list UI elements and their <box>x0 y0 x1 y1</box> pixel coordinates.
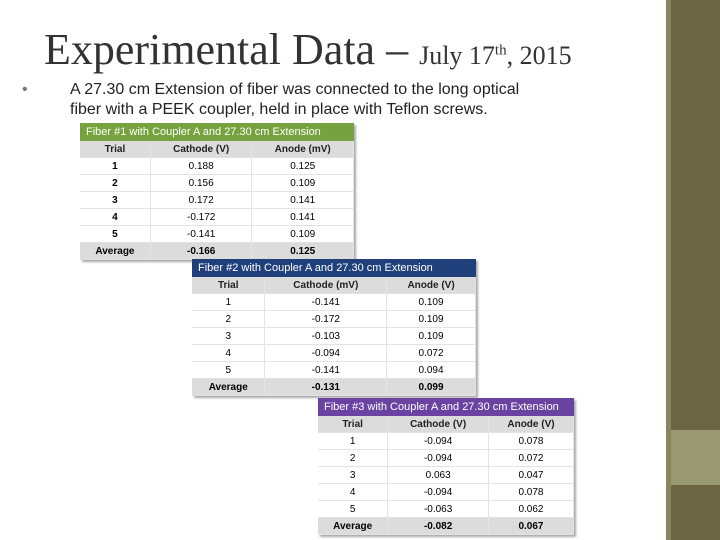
table-row <box>318 501 574 518</box>
table-caption: Fiber #1 with Coupler A and 27.30 cm Extension <box>80 123 354 141</box>
table-cell: -0.103 <box>265 328 387 345</box>
table-row <box>192 311 476 328</box>
table-cell: 0.067 <box>488 518 573 535</box>
table-cell: 5 <box>80 226 150 243</box>
table-cell: -0.094 <box>388 433 489 450</box>
table-cell: 5 <box>192 362 265 379</box>
table-caption: Fiber #2 with Coupler A and 27.30 cm Extension <box>192 259 476 277</box>
decorative-sidebar <box>666 0 720 540</box>
table-row <box>80 158 354 175</box>
table-cell: -0.094 <box>388 484 489 501</box>
table-cell: -0.141 <box>150 226 252 243</box>
table-cell: 0.109 <box>252 226 354 243</box>
table-row <box>80 175 354 192</box>
table-cell: 1 <box>80 158 150 175</box>
table-cell: 0.062 <box>488 501 573 518</box>
average-row <box>80 243 354 260</box>
table-cell: 4 <box>80 209 150 226</box>
title-main: Experimental Data – <box>44 25 420 74</box>
column-header: Trial <box>80 141 150 158</box>
table-cell: 3 <box>192 328 265 345</box>
table-cell: 0.141 <box>252 192 354 209</box>
table-cell: 0.047 <box>488 467 573 484</box>
table-caption: Fiber #3 with Coupler A and 27.30 cm Extension <box>318 398 574 416</box>
table-cell: 0.063 <box>388 467 489 484</box>
column-header: Anode (mV) <box>252 141 354 158</box>
sidebar-segment-top <box>671 0 720 430</box>
column-header: Anode (V) <box>387 277 476 294</box>
average-row <box>192 379 476 396</box>
table-row <box>192 294 476 311</box>
bullet-point <box>22 80 642 120</box>
table-cell: 1 <box>192 294 265 311</box>
title-date-part2: , 2015 <box>506 41 572 70</box>
table-cell: -0.141 <box>265 362 387 379</box>
fiber-3-table <box>318 398 574 535</box>
table-cell: 4 <box>192 345 265 362</box>
fiber-2-table <box>192 259 476 396</box>
table-row <box>192 328 476 345</box>
table-cell: 0.109 <box>387 328 476 345</box>
table-cell: -0.172 <box>265 311 387 328</box>
title-date-part1: July 17 <box>419 41 495 70</box>
table-cell: 0.072 <box>387 345 476 362</box>
sidebar-segment-light <box>671 430 720 485</box>
table-row <box>80 209 354 226</box>
column-header: Cathode (V) <box>150 141 252 158</box>
sidebar-segment-bottom <box>671 485 720 540</box>
column-header: Anode (V) <box>488 416 573 433</box>
table-cell: 0.125 <box>252 243 354 260</box>
table-row <box>80 192 354 209</box>
table-cell: -0.063 <box>388 501 489 518</box>
table-cell: Average <box>318 518 388 535</box>
table-cell: 2 <box>192 311 265 328</box>
table-row <box>192 345 476 362</box>
table-cell: -0.094 <box>265 345 387 362</box>
table-cell: -0.131 <box>265 379 387 396</box>
bullet-line-1: A 27.30 cm Extension of fiber was connected to the long optical <box>70 81 520 98</box>
title-date-sup: th <box>494 42 507 59</box>
column-header: Trial <box>192 277 265 294</box>
table-cell: 0.099 <box>387 379 476 396</box>
table-cell: 2 <box>318 450 388 467</box>
table-cell: 5 <box>318 501 388 518</box>
table-row <box>318 433 574 450</box>
table-row <box>80 226 354 243</box>
column-header: Trial <box>318 416 388 433</box>
table-row <box>318 467 574 484</box>
table-cell: 3 <box>80 192 150 209</box>
table-row <box>192 362 476 379</box>
table-cell: 4 <box>318 484 388 501</box>
table-cell: 1 <box>318 433 388 450</box>
table-cell: -0.172 <box>150 209 252 226</box>
table-cell: -0.141 <box>265 294 387 311</box>
table-cell: 0.109 <box>387 311 476 328</box>
slide-title <box>44 24 572 75</box>
table-cell: 0.156 <box>150 175 252 192</box>
table-cell: 0.094 <box>387 362 476 379</box>
title-date <box>419 41 572 70</box>
table-row <box>318 450 574 467</box>
column-header: Cathode (V) <box>388 416 489 433</box>
table-cell: 3 <box>318 467 388 484</box>
bullet-marker: • <box>22 81 28 98</box>
table-cell: 0.078 <box>488 484 573 501</box>
table-row <box>318 484 574 501</box>
table-cell: 0.141 <box>252 209 354 226</box>
table-cell: 0.172 <box>150 192 252 209</box>
bullet-line-2: fiber with a PEEK coupler, held in place with Teflon screws. <box>70 101 488 118</box>
column-header: Cathode (mV) <box>265 277 387 294</box>
table-cell: 0.125 <box>252 158 354 175</box>
table-cell: -0.082 <box>388 518 489 535</box>
table-cell: -0.166 <box>150 243 252 260</box>
table-cell: 2 <box>80 175 150 192</box>
table-cell: 0.078 <box>488 433 573 450</box>
table-cell: Average <box>192 379 265 396</box>
table-cell: 0.188 <box>150 158 252 175</box>
table-cell: -0.094 <box>388 450 489 467</box>
table-cell: Average <box>80 243 150 260</box>
table-cell: 0.109 <box>252 175 354 192</box>
table-cell: 0.109 <box>387 294 476 311</box>
average-row <box>318 518 574 535</box>
fiber-1-table <box>80 123 354 260</box>
table-cell: 0.072 <box>488 450 573 467</box>
